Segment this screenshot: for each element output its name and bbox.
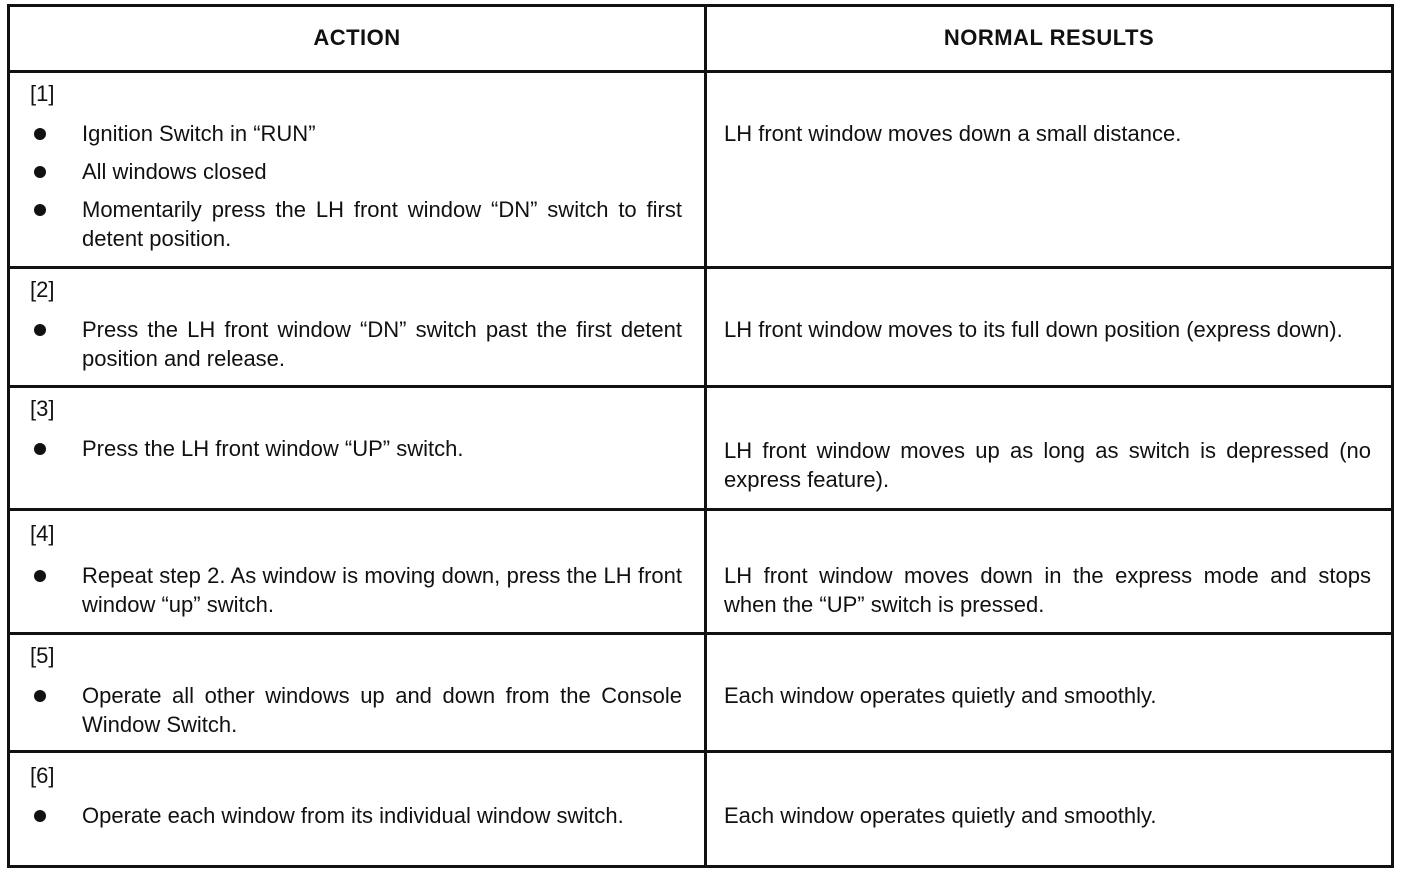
table-row (10, 388, 1391, 511)
action-bullet-item (34, 119, 682, 148)
action-bullet-item (34, 801, 682, 830)
action-text: Operate all other windows up and down from the Console Window Switch. (82, 683, 682, 737)
result-cell (707, 511, 1391, 632)
action-bullet-item (34, 157, 682, 186)
table-header-row (10, 7, 1391, 73)
action-cell (10, 269, 707, 385)
bullet-icon (34, 690, 46, 702)
action-text: Press the LH front window “UP” switch. (82, 436, 464, 461)
bullet-icon (34, 128, 46, 140)
action-text: Repeat step 2. As window is moving down, press the LH front window “up” switch. (82, 563, 682, 617)
action-cell (10, 635, 707, 750)
table-row (10, 73, 1391, 269)
bullet-icon (34, 570, 46, 582)
step-number: [1] (30, 81, 55, 106)
result-text: Each window operates quietly and smoothly. (724, 803, 1157, 828)
action-bullet-item (34, 195, 682, 253)
bullet-icon (34, 204, 46, 216)
result-text: LH front window moves to its full down position (express down). (724, 317, 1343, 342)
action-text: Momentarily press the LH front window “DN” switch to first detent position. (82, 197, 682, 251)
action-bullet-item (34, 434, 682, 463)
step-number: [2] (30, 277, 55, 302)
test-procedure-table (7, 4, 1394, 868)
bullet-icon (34, 324, 46, 336)
result-cell (707, 388, 1391, 508)
result-text: LH front window moves down in the express mode and stops when the “UP” switch is pressed. (724, 563, 1371, 617)
bullet-icon (34, 443, 46, 455)
action-text: All windows closed (82, 159, 267, 184)
action-text: Press the LH front window “DN” switch past the first detent position and release. (82, 317, 682, 371)
action-bullet-item (34, 681, 682, 739)
table-row (10, 753, 1391, 865)
result-text: Each window operates quietly and smoothly. (724, 683, 1157, 708)
action-text: Ignition Switch in “RUN” (82, 121, 316, 146)
action-cell (10, 753, 707, 865)
action-cell (10, 73, 707, 266)
step-number: [6] (30, 763, 55, 788)
action-cell (10, 388, 707, 508)
bullet-icon (34, 166, 46, 178)
header-normal-results: NORMAL RESULTS (943, 24, 1155, 50)
action-text: Operate each window from its individual window switch. (82, 803, 624, 828)
table-row (10, 511, 1391, 635)
result-cell (707, 753, 1391, 865)
step-number: [4] (30, 521, 55, 546)
action-cell (10, 511, 707, 632)
action-bullet-item (34, 561, 682, 619)
step-number: [5] (30, 643, 55, 668)
result-cell (707, 269, 1391, 385)
table-row (10, 635, 1391, 753)
result-cell (707, 635, 1391, 750)
result-text: LH front window moves up as long as switch is depressed (no express feature). (724, 438, 1371, 492)
result-text: LH front window moves down a small distance. (724, 121, 1182, 146)
step-number: [3] (30, 396, 55, 421)
bullet-icon (34, 810, 46, 822)
header-action: ACTION (10, 7, 707, 70)
action-bullet-item (34, 315, 682, 373)
table-row (10, 269, 1391, 388)
result-cell (707, 73, 1391, 266)
